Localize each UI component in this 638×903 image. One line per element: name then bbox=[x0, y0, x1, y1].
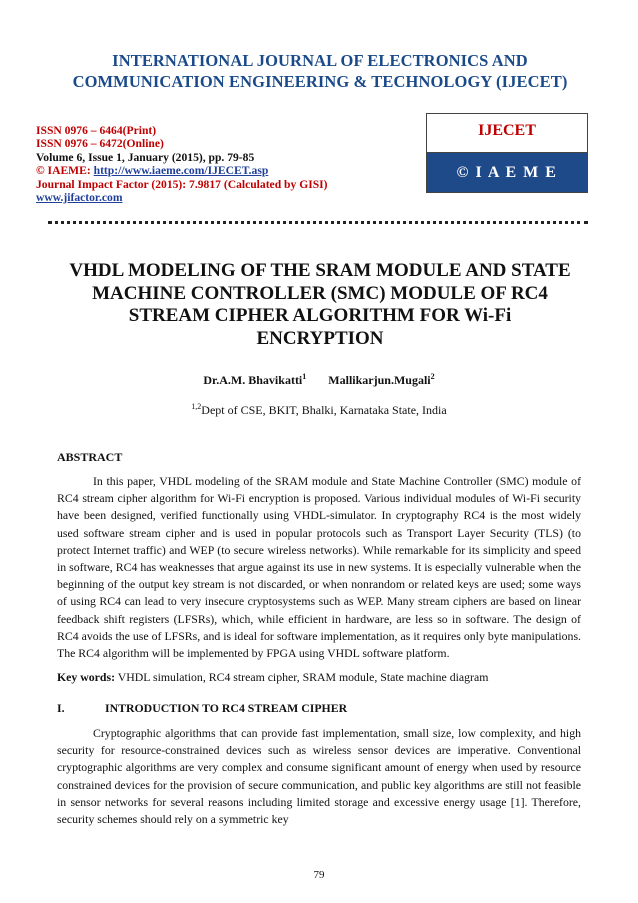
header-divider bbox=[48, 221, 588, 224]
badge-iaeme: © I A E M E bbox=[427, 153, 587, 192]
paper-title-line1: VHDL MODELING OF THE SRAM MODULE AND STATE bbox=[69, 260, 571, 281]
jifactor-link[interactable]: www.jifactor.com bbox=[36, 191, 123, 205]
author-2-sup: 2 bbox=[430, 372, 435, 381]
journal-title-line1: INTERNATIONAL JOURNAL OF ELECTRONICS AND bbox=[112, 51, 528, 70]
paper-title bbox=[44, 260, 596, 350]
keywords-text: VHDL simulation, RC4 stream cipher, SRAM module, State machine diagram bbox=[115, 670, 489, 684]
impact-factor: Journal Impact Factor (2015): 7.9817 (Calculated by GISI) bbox=[36, 177, 328, 191]
author-2: Mallikarjun.Mugali bbox=[328, 373, 431, 387]
page-number: 79 bbox=[313, 869, 325, 881]
paper-title-line4: ENCRYPTION bbox=[256, 327, 384, 349]
affiliation bbox=[0, 403, 638, 418]
author-1: Dr.A.M. Bhavikatti bbox=[203, 373, 303, 387]
iaeme-prefix: © IAEME: bbox=[36, 164, 94, 178]
journal-meta bbox=[36, 124, 436, 204]
affiliation-sup: 1,2 bbox=[191, 402, 202, 411]
keywords bbox=[57, 670, 581, 685]
journal-title bbox=[40, 50, 600, 92]
section-title: INTRODUCTION TO RC4 STREAM CIPHER bbox=[105, 701, 348, 715]
iaeme-link[interactable]: http://www.iaeme.com/IJECET.asp bbox=[93, 164, 269, 178]
authors bbox=[0, 373, 638, 388]
volume-info: Volume 6, Issue 1, January (2015), pp. 79-85 bbox=[36, 150, 255, 164]
issn-online: ISSN 0976 – 6472(Online) bbox=[36, 137, 164, 151]
paper-title-line2: MACHINE CONTROLLER (SMC) MODULE OF RC4 bbox=[92, 282, 548, 304]
keywords-label: Key words: bbox=[57, 670, 115, 684]
section-heading bbox=[57, 701, 347, 716]
issn-print: ISSN 0976 – 6464(Print) bbox=[36, 124, 157, 137]
paper-title-line3: STREAM CIPHER ALGORITHM FOR Wi-Fi bbox=[128, 305, 512, 326]
journal-title-line2: COMMUNICATION ENGINEERING & TECHNOLOGY (IJECET) bbox=[72, 72, 568, 91]
abstract-text: In this paper, VHDL modeling of the SRAM module and State Machine Controller (SMC) module of RC4 stream cipher algorithm for Wi-Fi encryption is proposed. Various individual modules of Wi-Fi security have been designed, verified functionally using VHDL-simulator. In cryptography RC4 is the most widely used software stream cipher and is used in popular protocols such as Transport Layer Security (TLS) (to protect Internet traffic) and WEP (to secure wireless networks). While remarkable for its simplicity and speed in software, RC4 has weaknesses that argue against its use in new systems. It is especially vulnerable when the beginning of the output key stream is not discarded, or when nonrandom or related keys are used; some ways of using RC4 can lead to very insecure cryptosystems such as WEP. Many stream ciphers are based on linear feedback shift registers (LFSRs), which, while efficient in hardware, are less so in software. The design of RC4 avoids the use of LFSRs, and is ideal for software implementation, as it requires only byte manipulations. The RC4 algorithm will be implemented by FPGA using VHDL software platform. bbox=[57, 474, 581, 661]
iaeme-line bbox=[36, 164, 436, 177]
affiliation-text: Dept of CSE, BKIT, Bhalki, Karnataka State, India bbox=[201, 403, 447, 417]
abstract-heading: ABSTRACT bbox=[57, 450, 123, 464]
author-1-sup: 1 bbox=[302, 372, 307, 381]
intro-text: Cryptographic algorithms that can provide fast implementation, small size, low complexity, and high security for resource-constrained devices such as wireless sensor devices are imperative. Conventional cryptographic algorithms are very complex and consume significant amount of energy when used by resource constrained devices for the provision of secure communication, and public key algorithms are still not feasible in sensor networks for several reasons including limited storage and excessive energy usage [1]. Therefore, security schemes should rely on a symmetric key bbox=[57, 726, 581, 827]
journal-badge bbox=[426, 113, 588, 193]
badge-ijecet: IJECET bbox=[427, 114, 587, 153]
section-number: I. bbox=[57, 701, 65, 715]
